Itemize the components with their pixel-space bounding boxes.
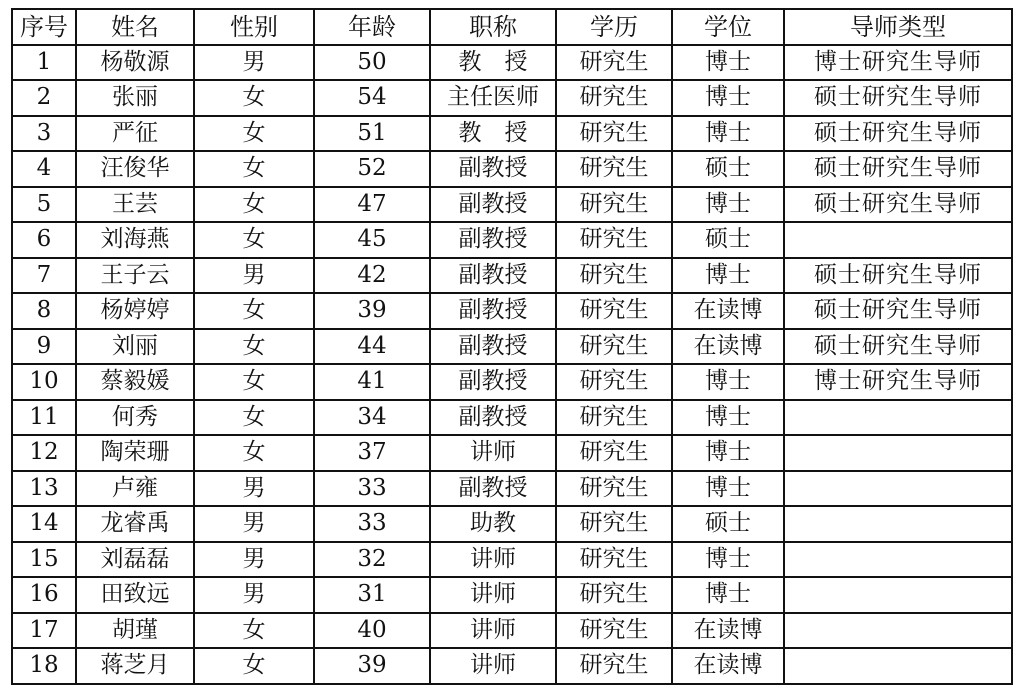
cell-title: 讲师 — [430, 542, 556, 578]
cell-degree: 在读博 — [672, 293, 784, 329]
cell-degree: 博士 — [672, 80, 784, 116]
cell-supervisor-type: 博士研究生导师 — [784, 45, 1012, 81]
cell-index: 5 — [12, 187, 76, 223]
cell-title: 副教授 — [430, 151, 556, 187]
table-row — [12, 506, 1012, 542]
cell-education: 研究生 — [556, 613, 672, 649]
cell-gender: 女 — [194, 613, 314, 649]
cell-index: 9 — [12, 329, 76, 365]
cell-education: 研究生 — [556, 435, 672, 471]
table-header-row — [12, 9, 1012, 45]
cell-age: 33 — [314, 506, 430, 542]
cell-age: 51 — [314, 116, 430, 152]
cell-degree: 在读博 — [672, 329, 784, 365]
cell-title: 副教授 — [430, 400, 556, 436]
cell-education: 研究生 — [556, 151, 672, 187]
cell-name: 蔡毅媛 — [76, 364, 194, 400]
cell-name: 陶荣珊 — [76, 435, 194, 471]
cell-supervisor-type — [784, 542, 1012, 578]
cell-supervisor-type: 硕士研究生导师 — [784, 80, 1012, 116]
cell-name: 何秀 — [76, 400, 194, 436]
table-row — [12, 648, 1012, 684]
cell-age: 42 — [314, 258, 430, 294]
table-row — [12, 258, 1012, 294]
cell-name: 杨敬源 — [76, 45, 194, 81]
cell-degree: 博士 — [672, 577, 784, 613]
cell-title: 教 授 — [430, 116, 556, 152]
cell-education: 研究生 — [556, 222, 672, 258]
cell-gender: 女 — [194, 329, 314, 365]
cell-gender: 女 — [194, 293, 314, 329]
table-row — [12, 542, 1012, 578]
cell-index: 10 — [12, 364, 76, 400]
cell-index: 12 — [12, 435, 76, 471]
cell-education: 研究生 — [556, 45, 672, 81]
cell-gender: 女 — [194, 222, 314, 258]
header-cell-supervisor-type: 导师类型 — [784, 9, 1012, 45]
cell-name: 龙睿禹 — [76, 506, 194, 542]
cell-supervisor-type — [784, 577, 1012, 613]
cell-degree: 硕士 — [672, 151, 784, 187]
cell-age: 44 — [314, 329, 430, 365]
cell-degree: 博士 — [672, 258, 784, 294]
table-row — [12, 400, 1012, 436]
table-row — [12, 45, 1012, 81]
cell-age: 32 — [314, 542, 430, 578]
cell-supervisor-type: 硕士研究生导师 — [784, 258, 1012, 294]
cell-name: 刘磊磊 — [76, 542, 194, 578]
cell-degree: 博士 — [672, 400, 784, 436]
cell-gender: 女 — [194, 364, 314, 400]
cell-title: 讲师 — [430, 648, 556, 684]
cell-title: 助教 — [430, 506, 556, 542]
cell-title: 副教授 — [430, 329, 556, 365]
table-row — [12, 364, 1012, 400]
cell-title: 教 授 — [430, 45, 556, 81]
cell-age: 40 — [314, 613, 430, 649]
cell-supervisor-type — [784, 435, 1012, 471]
cell-age: 54 — [314, 80, 430, 116]
cell-degree: 博士 — [672, 187, 784, 223]
cell-degree: 硕士 — [672, 506, 784, 542]
cell-index: 14 — [12, 506, 76, 542]
cell-age: 31 — [314, 577, 430, 613]
header-cell-degree: 学位 — [672, 9, 784, 45]
cell-name: 田致远 — [76, 577, 194, 613]
cell-gender: 女 — [194, 435, 314, 471]
cell-index: 7 — [12, 258, 76, 294]
cell-age: 34 — [314, 400, 430, 436]
cell-index: 8 — [12, 293, 76, 329]
cell-index: 1 — [12, 45, 76, 81]
cell-title: 副教授 — [430, 187, 556, 223]
cell-degree: 硕士 — [672, 222, 784, 258]
table-body — [12, 45, 1012, 684]
header-cell-title: 职称 — [430, 9, 556, 45]
cell-education: 研究生 — [556, 506, 672, 542]
table-row — [12, 435, 1012, 471]
cell-name: 王芸 — [76, 187, 194, 223]
header-cell-index: 序号 — [12, 9, 76, 45]
cell-gender: 女 — [194, 116, 314, 152]
cell-education: 研究生 — [556, 577, 672, 613]
cell-title: 副教授 — [430, 222, 556, 258]
faculty-table — [11, 8, 1013, 685]
cell-name: 汪俊华 — [76, 151, 194, 187]
cell-degree: 博士 — [672, 116, 784, 152]
cell-supervisor-type — [784, 506, 1012, 542]
table-row — [12, 187, 1012, 223]
cell-name: 刘丽 — [76, 329, 194, 365]
table-row — [12, 151, 1012, 187]
cell-title: 副教授 — [430, 258, 556, 294]
cell-index: 13 — [12, 471, 76, 507]
cell-name: 卢雍 — [76, 471, 194, 507]
cell-degree: 博士 — [672, 435, 784, 471]
cell-index: 16 — [12, 577, 76, 613]
cell-name: 严征 — [76, 116, 194, 152]
header-cell-gender: 性别 — [194, 9, 314, 45]
cell-supervisor-type: 硕士研究生导师 — [784, 187, 1012, 223]
cell-degree: 博士 — [672, 364, 784, 400]
cell-supervisor-type — [784, 613, 1012, 649]
cell-supervisor-type — [784, 400, 1012, 436]
cell-index: 2 — [12, 80, 76, 116]
cell-supervisor-type — [784, 471, 1012, 507]
cell-degree: 博士 — [672, 45, 784, 81]
cell-age: 47 — [314, 187, 430, 223]
cell-title: 副教授 — [430, 293, 556, 329]
cell-degree: 博士 — [672, 471, 784, 507]
table-row — [12, 116, 1012, 152]
cell-education: 研究生 — [556, 364, 672, 400]
cell-education: 研究生 — [556, 80, 672, 116]
cell-education: 研究生 — [556, 329, 672, 365]
table-row — [12, 577, 1012, 613]
cell-supervisor-type: 硕士研究生导师 — [784, 329, 1012, 365]
cell-index: 4 — [12, 151, 76, 187]
cell-supervisor-type: 硕士研究生导师 — [784, 116, 1012, 152]
cell-age: 50 — [314, 45, 430, 81]
table-row — [12, 293, 1012, 329]
cell-supervisor-type — [784, 222, 1012, 258]
cell-age: 33 — [314, 471, 430, 507]
cell-age: 39 — [314, 648, 430, 684]
cell-gender: 男 — [194, 45, 314, 81]
cell-degree: 在读博 — [672, 613, 784, 649]
cell-age: 45 — [314, 222, 430, 258]
cell-index: 15 — [12, 542, 76, 578]
cell-education: 研究生 — [556, 116, 672, 152]
cell-gender: 女 — [194, 648, 314, 684]
cell-index: 3 — [12, 116, 76, 152]
cell-age: 39 — [314, 293, 430, 329]
header-cell-education: 学历 — [556, 9, 672, 45]
cell-title: 副教授 — [430, 364, 556, 400]
cell-title: 讲师 — [430, 613, 556, 649]
cell-title: 讲师 — [430, 435, 556, 471]
cell-age: 52 — [314, 151, 430, 187]
cell-name: 杨婷婷 — [76, 293, 194, 329]
cell-gender: 女 — [194, 400, 314, 436]
cell-name: 刘海燕 — [76, 222, 194, 258]
cell-gender: 女 — [194, 151, 314, 187]
cell-index: 11 — [12, 400, 76, 436]
cell-degree: 在读博 — [672, 648, 784, 684]
cell-gender: 男 — [194, 506, 314, 542]
cell-gender: 女 — [194, 187, 314, 223]
cell-index: 6 — [12, 222, 76, 258]
cell-title: 讲师 — [430, 577, 556, 613]
cell-supervisor-type — [784, 648, 1012, 684]
cell-gender: 男 — [194, 258, 314, 294]
cell-education: 研究生 — [556, 293, 672, 329]
cell-education: 研究生 — [556, 400, 672, 436]
cell-index: 17 — [12, 613, 76, 649]
header-cell-name: 姓名 — [76, 9, 194, 45]
cell-name: 胡瑾 — [76, 613, 194, 649]
cell-index: 18 — [12, 648, 76, 684]
cell-gender: 男 — [194, 577, 314, 613]
cell-name: 张丽 — [76, 80, 194, 116]
table-row — [12, 222, 1012, 258]
table-row — [12, 329, 1012, 365]
cell-age: 37 — [314, 435, 430, 471]
cell-title: 副教授 — [430, 471, 556, 507]
table-row — [12, 471, 1012, 507]
header-cell-age: 年龄 — [314, 9, 430, 45]
cell-education: 研究生 — [556, 648, 672, 684]
cell-gender: 女 — [194, 80, 314, 116]
cell-education: 研究生 — [556, 542, 672, 578]
cell-age: 41 — [314, 364, 430, 400]
cell-gender: 男 — [194, 542, 314, 578]
table-row — [12, 80, 1012, 116]
table-row — [12, 613, 1012, 649]
cell-title: 主任医师 — [430, 80, 556, 116]
cell-education: 研究生 — [556, 187, 672, 223]
cell-supervisor-type: 硕士研究生导师 — [784, 293, 1012, 329]
cell-name: 王子云 — [76, 258, 194, 294]
cell-education: 研究生 — [556, 258, 672, 294]
faculty-table-container — [11, 8, 1013, 685]
cell-supervisor-type: 博士研究生导师 — [784, 364, 1012, 400]
cell-supervisor-type: 硕士研究生导师 — [784, 151, 1012, 187]
cell-degree: 博士 — [672, 542, 784, 578]
cell-gender: 男 — [194, 471, 314, 507]
cell-name: 蒋芝月 — [76, 648, 194, 684]
cell-education: 研究生 — [556, 471, 672, 507]
